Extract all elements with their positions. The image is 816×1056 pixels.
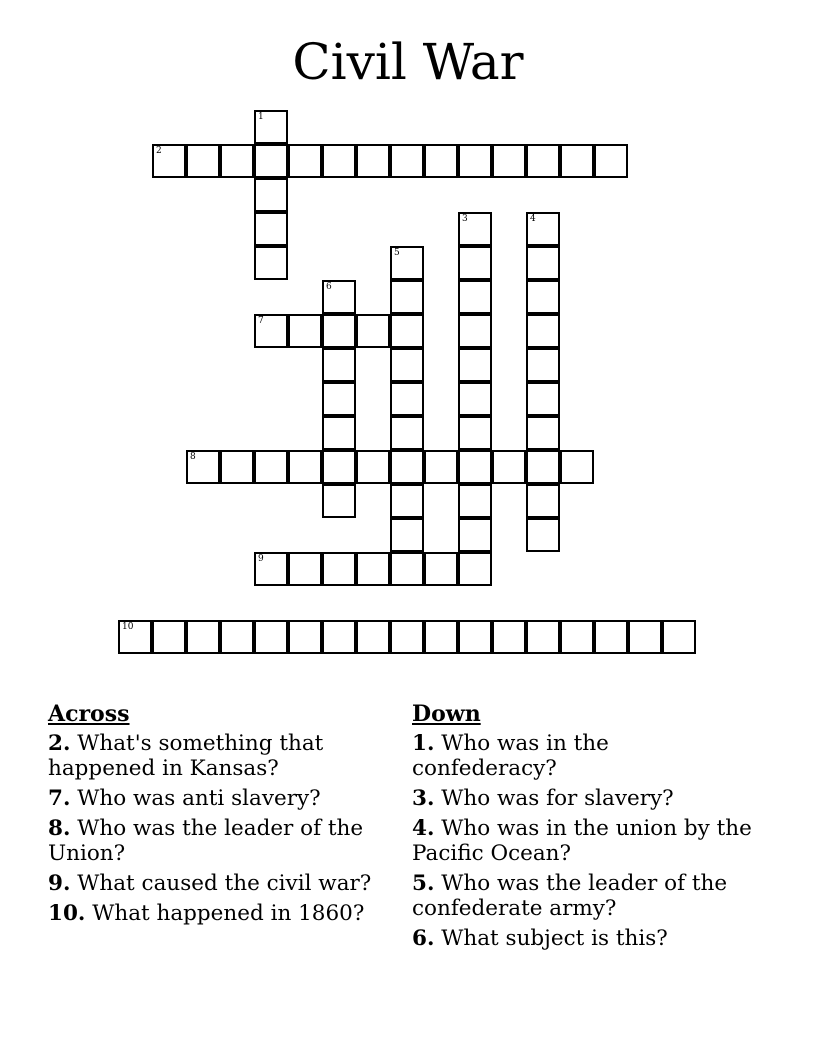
crossword-cell[interactable]: [254, 212, 288, 246]
crossword-cell[interactable]: [288, 552, 322, 586]
crossword-cell[interactable]: [526, 348, 560, 382]
across-clue: [48, 901, 388, 926]
crossword-cell[interactable]: [424, 144, 458, 178]
clue-number: 7.: [48, 786, 71, 811]
clue-number: 1.: [412, 731, 435, 756]
crossword-cell[interactable]: [390, 382, 424, 416]
crossword-cell[interactable]: [288, 450, 322, 484]
crossword-cell[interactable]: [152, 620, 186, 654]
crossword-cell[interactable]: [254, 178, 288, 212]
crossword-cell[interactable]: [628, 620, 662, 654]
crossword-cell[interactable]: [458, 620, 492, 654]
down-clue: [412, 926, 752, 951]
cell-number: 3: [462, 214, 468, 224]
crossword-cell[interactable]: [356, 144, 390, 178]
clue-number: 4.: [412, 816, 435, 841]
crossword-cell[interactable]: [458, 382, 492, 416]
crossword-cell[interactable]: [560, 450, 594, 484]
crossword-cell[interactable]: [254, 246, 288, 280]
crossword-cell[interactable]: [288, 314, 322, 348]
crossword-cell[interactable]: [288, 620, 322, 654]
crossword-cell[interactable]: [526, 314, 560, 348]
crossword-cell[interactable]: [458, 518, 492, 552]
crossword-cell[interactable]: [390, 314, 424, 348]
clue-number: 2.: [48, 731, 71, 756]
crossword-cell[interactable]: [390, 280, 424, 314]
crossword-cell[interactable]: [356, 620, 390, 654]
cell-number: 8: [190, 452, 196, 462]
crossword-cell[interactable]: [254, 450, 288, 484]
clue-text: Who was the leader of the Union?: [48, 816, 364, 866]
down-clues: [412, 702, 752, 956]
clue-number: 3.: [412, 786, 435, 811]
crossword-cell[interactable]: [322, 382, 356, 416]
down-clue: [412, 731, 752, 781]
crossword-cell[interactable]: [458, 280, 492, 314]
crossword-cell[interactable]: [254, 552, 288, 586]
crossword-cell[interactable]: [526, 484, 560, 518]
crossword-cell[interactable]: [254, 314, 288, 348]
crossword-cell[interactable]: [458, 416, 492, 450]
crossword-cell[interactable]: [560, 620, 594, 654]
crossword-cell[interactable]: [390, 450, 424, 484]
crossword-cell[interactable]: [594, 620, 628, 654]
crossword-cell[interactable]: [526, 382, 560, 416]
crossword-cell[interactable]: [152, 144, 186, 178]
crossword-cell[interactable]: [526, 280, 560, 314]
page-title: Civil War: [292, 33, 524, 91]
crossword-cell[interactable]: [424, 620, 458, 654]
cell-number: 2: [156, 146, 162, 156]
crossword-cell[interactable]: [254, 144, 288, 178]
across-clue: [48, 871, 388, 896]
crossword-cell[interactable]: [220, 620, 254, 654]
clue-number: 5.: [412, 871, 435, 896]
crossword-cell[interactable]: [390, 246, 424, 280]
crossword-cell[interactable]: [288, 144, 322, 178]
clue-number: 6.: [412, 926, 435, 951]
crossword-cell[interactable]: [322, 144, 356, 178]
down-clue: [412, 871, 752, 921]
crossword-cell[interactable]: [322, 280, 356, 314]
crossword-cell[interactable]: [458, 348, 492, 382]
crossword-cell[interactable]: [220, 450, 254, 484]
crossword-cell[interactable]: [458, 212, 492, 246]
crossword-cell[interactable]: [492, 620, 526, 654]
clue-text: Who was in the union by the Pacific Ocean?: [412, 816, 752, 866]
crossword-cell[interactable]: [560, 144, 594, 178]
crossword-cell[interactable]: [390, 144, 424, 178]
cell-number: 9: [258, 554, 264, 564]
crossword-cell[interactable]: [254, 620, 288, 654]
crossword-cell[interactable]: [458, 314, 492, 348]
crossword-cell[interactable]: [390, 620, 424, 654]
cell-number: 1: [258, 112, 264, 122]
cell-number: 10: [122, 622, 134, 632]
crossword-cell[interactable]: [322, 348, 356, 382]
crossword-cell[interactable]: [118, 620, 152, 654]
crossword-cell[interactable]: [492, 144, 526, 178]
crossword-cell[interactable]: [390, 484, 424, 518]
crossword-cell[interactable]: [322, 552, 356, 586]
crossword-cell[interactable]: [322, 450, 356, 484]
crossword-cell[interactable]: [322, 484, 356, 518]
crossword-cell[interactable]: [458, 450, 492, 484]
crossword-cell[interactable]: [526, 144, 560, 178]
clue-text: What caused the civil war?: [77, 871, 372, 896]
crossword-cell[interactable]: [390, 552, 424, 586]
crossword-cell[interactable]: [322, 314, 356, 348]
cell-number: 5: [394, 248, 400, 258]
crossword-cell[interactable]: [220, 144, 254, 178]
crossword-cell[interactable]: [356, 552, 390, 586]
crossword-cell[interactable]: [390, 416, 424, 450]
clue-number: 8.: [48, 816, 71, 841]
crossword-cell[interactable]: [526, 212, 560, 246]
crossword-cell[interactable]: [424, 552, 458, 586]
crossword-cell[interactable]: [458, 246, 492, 280]
crossword-cell[interactable]: [526, 416, 560, 450]
clue-number: 9.: [48, 871, 71, 896]
clue-text: Who was in the confederacy?: [412, 731, 609, 781]
clue-text: What subject is this?: [441, 926, 668, 951]
across-clues: [48, 702, 388, 931]
crossword-cell[interactable]: [662, 620, 696, 654]
crossword-cell[interactable]: [322, 620, 356, 654]
crossword-cell[interactable]: [458, 144, 492, 178]
down-clue: [412, 786, 752, 811]
down-clue: [412, 816, 752, 866]
across-clue: [48, 816, 388, 866]
crossword-cell[interactable]: [424, 450, 458, 484]
crossword-cell[interactable]: [356, 314, 390, 348]
across-clue: [48, 786, 388, 811]
clue-text: What happened in 1860?: [92, 901, 365, 926]
clue-text: What's something that happened in Kansas?: [48, 731, 324, 781]
crossword-cell[interactable]: [526, 246, 560, 280]
across-heading: Across: [48, 701, 130, 727]
crossword-cell[interactable]: [322, 416, 356, 450]
crossword-cell[interactable]: [356, 450, 390, 484]
clue-text: Who was the leader of the confederate army?: [412, 871, 728, 921]
crossword-cell[interactable]: [186, 450, 220, 484]
crossword-cell[interactable]: [492, 450, 526, 484]
crossword-cell[interactable]: [526, 518, 560, 552]
crossword-cell[interactable]: [186, 620, 220, 654]
crossword-cell[interactable]: [594, 144, 628, 178]
crossword-cell[interactable]: [186, 144, 220, 178]
down-heading: Down: [412, 701, 481, 727]
clue-text: Who was for slavery?: [441, 786, 674, 811]
crossword-cell[interactable]: [526, 620, 560, 654]
clue-text: Who was anti slavery?: [77, 786, 321, 811]
cell-number: 6: [326, 282, 332, 292]
crossword-cell[interactable]: [390, 518, 424, 552]
cell-number: 7: [258, 316, 264, 326]
crossword-cell[interactable]: [458, 552, 492, 586]
clue-number: 10.: [48, 901, 86, 926]
crossword-cell[interactable]: [390, 348, 424, 382]
crossword-cell[interactable]: [254, 110, 288, 144]
crossword-cell[interactable]: [458, 484, 492, 518]
crossword-cell[interactable]: [526, 450, 560, 484]
across-clue: [48, 731, 388, 781]
cell-number: 4: [530, 214, 536, 224]
